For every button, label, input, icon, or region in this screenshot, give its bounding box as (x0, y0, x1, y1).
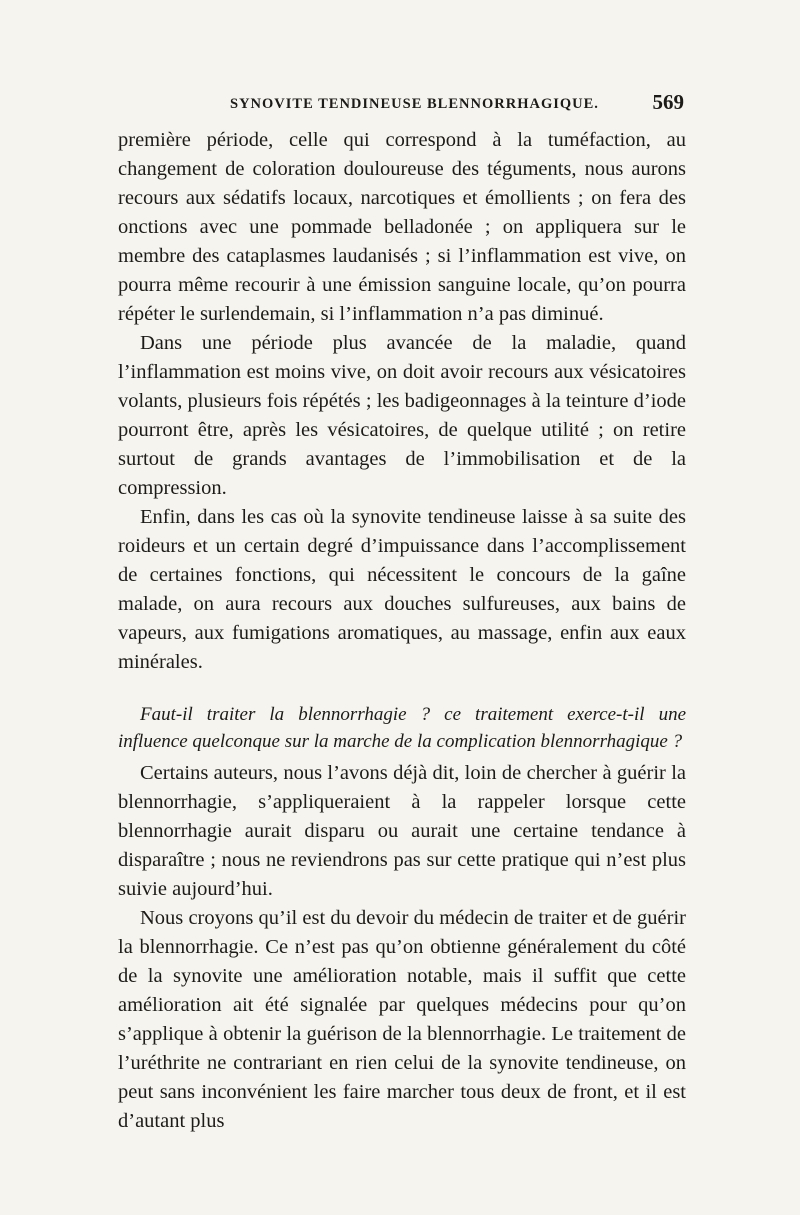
paragraph: Nous croyons qu’il est du devoir du médecin de traiter et de guérir la blennorrhagie. Ce n’est pas qu’on obtienne généralement du côté de la synovite une amélioration notable, mais il suffit que cette amélioration ait été signalée par quelques médecins pour qu’on s’applique à obtenir la guérison de la blennorrhagie. Le traitement de l’uréthrite ne contrariant en rien celui de la synovite tendineuse, on peut sans inconvénient les faire marcher tous deux de front, et il est d’autant plus (118, 907, 686, 1132)
paragraph: Enfin, dans les cas où la synovite tendineuse laisse à sa suite des roideurs et un certain degré d’impuissance dans l’accomplissement de certaines fonctions, qui nécessitent le concours de la gaîne malade, on aura recours aux douches sulfureuses, aux bains de vapeurs, aux fumigations aromatiques, au massage, enfin aux eaux minérales. (118, 506, 686, 673)
page-number: 569 (652, 90, 684, 114)
paragraph: Certains auteurs, nous l’avons déjà dit, loin de chercher à guérir la blennorrhagie, s’appliqueraient à la rappeler lorsque cette blennorrhagie aurait disparu ou aurait une certaine tendance à disparaître ; nous ne reviendrons pas sur cette pratique qui n’est plus suivie aujourd’hui. (118, 762, 686, 900)
page-body (118, 126, 686, 1136)
running-title: SYNOVITE TENDINEUSE BLENNORRHAGIQUE. (230, 96, 599, 112)
page-header (118, 92, 686, 122)
section-heading: Faut-il traiter la blennorrhagie ? ce traitement exerce-t-il une influence quelconque sur la marche de la complication blennorrhagique ? (118, 704, 686, 752)
paragraph: Dans une période plus avancée de la maladie, quand l’inflammation est moins vive, on doit avoir recours aux vésicatoires volants, plusieurs fois répétés ; les badigeonnages à la teinture d’iode pourront être, après les vésicatoires, de quelque utilité ; on retire surtout de grands avantages de l’immobilisation et de la compression. (118, 332, 686, 499)
paragraph-continuation: première période, celle qui correspond à la tuméfaction, au changement de coloration douloureuse des téguments, nous aurons recours aux sédatifs locaux, narcotiques et émollients ; on fera des onctions avec une pommade belladonée ; on appliquera sur le membre des cataplasmes laudanisés ; si l’inflammation est vive, on pourra même recourir à une émission sanguine locale, qu’on pourra répéter le surlendemain, si l’inflammation n’a pas diminué. (118, 129, 686, 325)
